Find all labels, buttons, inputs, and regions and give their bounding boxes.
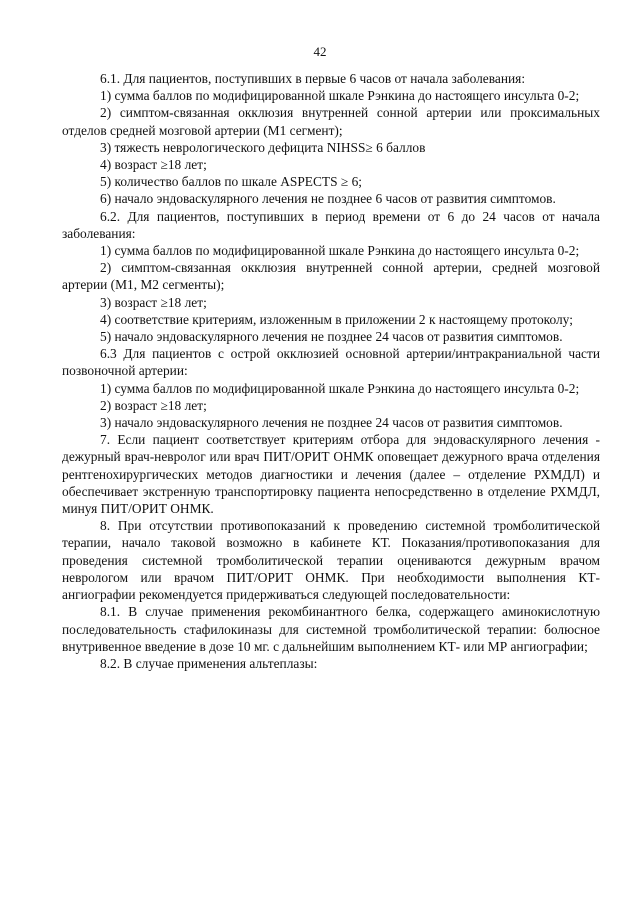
paragraph-8-2: 8.2. В случае применения альтеплазы:	[100, 655, 318, 671]
paragraph-6-3-item-3: 3) начало эндоваскулярного лечения не позднее 24 часов от развития симптомов.	[100, 415, 563, 431]
paragraph-6-2-item-1: 1) сумма баллов по модифицированной шкале Рэнкина до настоящего инсульта 0-2;	[100, 243, 580, 259]
paragraph-8-1: 8.1. В случае применения рекомбинантного белка, содержащего аминокислотную последовательность стафилокиназы для системной тромболитической терапии: болюсное внутривенное введение в дозе 10 мг. с дальнейшим выполнением КТ- или МР ангиографии;	[62, 604, 600, 654]
paragraph-6-1-item-2: 2) симптом-связанная окклюзия внутренней сонной артерии или проксимальных отделов средней мозговой артерии (М1 сегмент);	[62, 105, 600, 138]
paragraph-6-3-item-1: 1) сумма баллов по модифицированной шкале Рэнкина до настоящего инсульта 0-2;	[100, 380, 580, 396]
document-body	[62, 70, 600, 672]
paragraph-6-2-item-2: 2) симптом-связанная окклюзия внутренней сонной артерии, средней мозговой артерии (М1, М2 сегменты);	[62, 260, 600, 293]
paragraph-6-1-item-1: 1) сумма баллов по модифицированной шкале Рэнкина до настоящего инсульта 0-2;	[100, 88, 580, 104]
paragraph-6-2: 6.2. Для пациентов, поступивших в период времени от 6 до 24 часов от начала заболевания:	[62, 208, 600, 241]
paragraph-6-1-item-5: 5) количество баллов по шкале ASPECTS ≥ 6;	[100, 174, 362, 190]
paragraph-6-2-item-5: 5) начало эндоваскулярного лечения не позднее 24 часов от развития симптомов.	[100, 329, 563, 345]
paragraph-6-1-item-6: 6) начало эндоваскулярного лечения не позднее 6 часов от развития симптомов.	[100, 191, 556, 207]
paragraph-7: 7. Если пациент соответствует критериям отбора для эндоваскулярного лечения - дежурный врач-невролог или врач ПИТ/ОРИТ ОНМК оповещает дежурного врача отделения рентгенохирургических методов диагностики и лечения (далее – отделение РХМДЛ) и обеспечивает экстренную транспортировку пациента непосредственно в отделение РХМДЛ, минуя ПИТ/ОРИТ ОНМК.	[62, 432, 600, 517]
paragraph-6-2-item-4: 4) соответствие критериям, изложенным в приложении 2 к настоящему протоколу;	[100, 311, 573, 327]
paragraph-8: 8. При отсутствии противопоказаний к проведению системной тромболитической терапии, начало таковой возможно в кабинете КТ. Показания/противопоказания для проведения системной тромболитической терапии оцениваются дежурным врачом неврологом или врачом ПИТ/ОРИТ ОНМК. При необходимости выполнения КТ-ангиографии рекомендуется придерживаться следующей последовательности:	[62, 518, 600, 603]
paragraph-6-2-item-3: 3) возраст ≥18 лет;	[100, 294, 207, 310]
paragraph-6-3: 6.3 Для пациентов с острой окклюзией основной артерии/интракраниальной части позвоночной артерии:	[62, 346, 600, 379]
paragraph-6-1-item-3: 3) тяжесть неврологического дефицита NIHSS≥ 6 баллов	[100, 139, 426, 155]
paragraph-6-3-item-2: 2) возраст ≥18 лет;	[100, 397, 207, 413]
paragraph-6-1-item-4: 4) возраст ≥18 лет;	[100, 157, 207, 173]
page-number: 42	[313, 44, 327, 59]
paragraph-6-1: 6.1. Для пациентов, поступивших в первые 6 часов от начала заболевания:	[100, 71, 526, 86]
